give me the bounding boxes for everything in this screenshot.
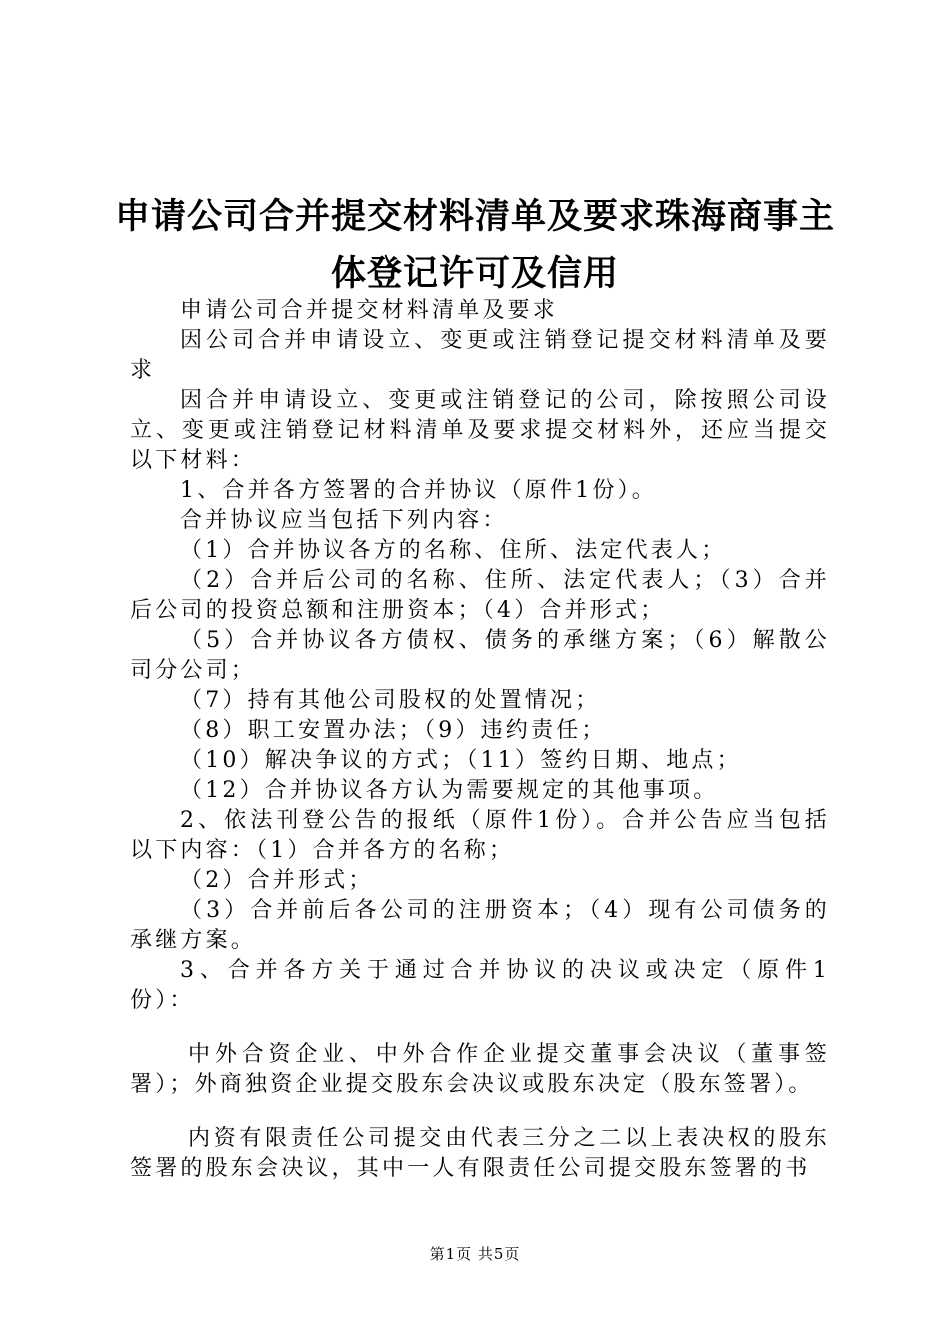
paragraph: （2）合并后公司的名称、住所、法定代表人；（3）合并后公司的投资总额和注册资本；（4）合并形式；	[130, 568, 830, 623]
paragraph: 因合并申请设立、变更或注销登记的公司，除按照公司设立、变更或注销登记材料清单及要求提交材料外，还应当提交以下材料：	[130, 388, 830, 473]
document-body	[130, 296, 830, 1184]
page-footer: 第1页 共5页	[429, 1245, 521, 1263]
paragraph: 因公司合并申请设立、变更或注销登记提交材料清单及要求	[130, 328, 830, 383]
paragraph: 中外合资企业、中外合作企业提交董事会决议（董事签署）；外商独资企业提交股东会决议或股东决定（股东签署）。	[130, 1042, 830, 1097]
document-title-line1: 申请公司合并提交材料清单及要求珠海商事主	[114, 197, 835, 237]
paragraph: 内资有限责任公司提交由代表三分之二以上表决权的股东签署的股东会决议，其中一人有限责任公司提交股东签署的书	[130, 1126, 830, 1181]
document-title-line2: 体登记许可及信用	[330, 254, 619, 294]
paragraph: （1）合并协议各方的名称、住所、法定代表人；	[180, 538, 727, 563]
paragraph: （2）合并形式；	[180, 868, 374, 893]
paragraph: 合并协议应当包括下列内容：	[180, 508, 508, 533]
paragraph: 3、合并各方关于通过合并协议的决议或决定（原件1份）：	[130, 958, 830, 1013]
paragraph: （7）持有其他公司股权的处置情况；	[180, 688, 601, 713]
paragraph: （3）合并前后各公司的注册资本；（4）现有公司债务的承继方案。	[130, 898, 830, 953]
paragraph: （5）合并协议各方债权、债务的承继方案；（6）解散公司分公司；	[130, 628, 830, 683]
paragraph: 1、合并各方签署的合并协议（原件1份）。	[180, 478, 657, 503]
paragraph: 2、依法刊登公告的报纸（原件1份）。合并公告应当包括以下内容：（1）合并各方的名称；	[130, 808, 830, 863]
paragraph: （12）合并协议各方认为需要规定的其他事项。	[180, 778, 719, 803]
paragraph: （8）职工安置办法；（9）违约责任；	[180, 718, 607, 743]
paragraph: 申请公司合并提交材料清单及要求	[180, 298, 559, 323]
paragraph: （10）解决争议的方式；（11）签约日期、地点；	[180, 748, 742, 773]
